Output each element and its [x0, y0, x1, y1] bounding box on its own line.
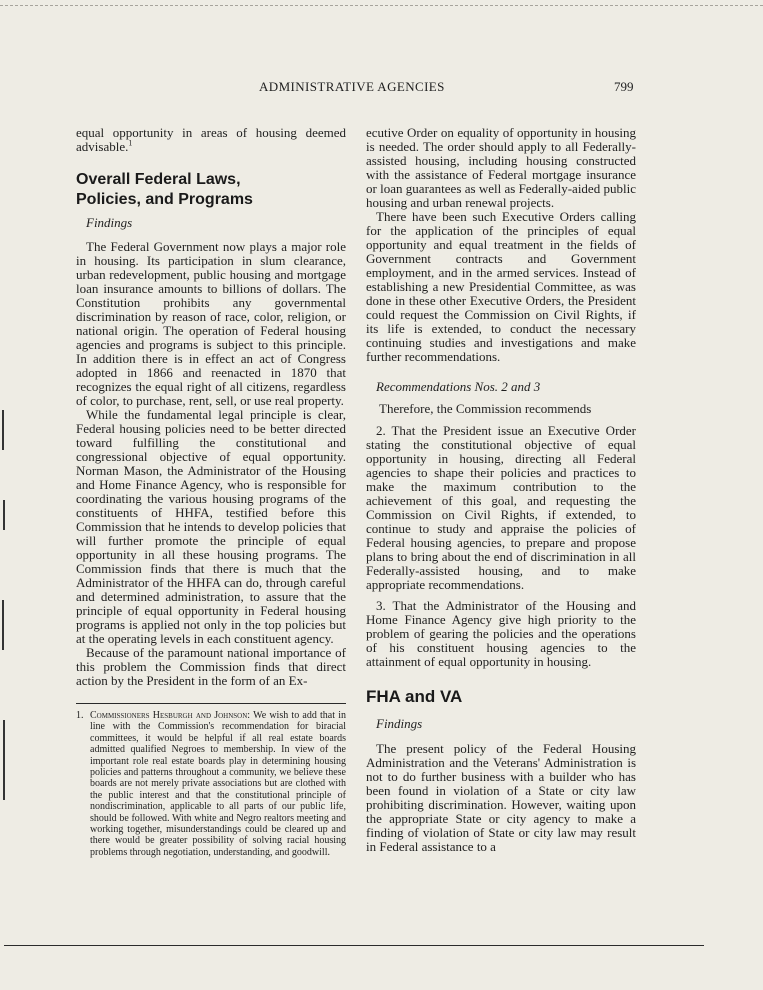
- body-paragraph: ecutive Order on equality of opportunity in housing is needed. The order should apply to all Federally-assisted housing, including housing constructed with the assistance of Federal mortgage insurance or loan guarantees as well as Federally-aided public housing and urban renewal projects.: [366, 125, 636, 210]
- scan-top-edge: [0, 5, 763, 6]
- body-paragraph: The Federal Government now plays a major role in housing. Its participation in slum clearance, urban redevelopment, public housing and mortgage loan insurance amounts to billions of dollars. The Constitution prohibits any governmental discrimination by reason of race, color, religion, or national origin. The operation of Federal housing agencies and programs is subject to this principle. In addition there is in effect an act of Congress adopted in 1866 and reenacted in 1870 that recognizes the equal right of all citizens, regardless of color, to purchase, rent, sell, or use real property.: [76, 239, 346, 408]
- footnote-divider: [76, 703, 346, 704]
- left-column: [76, 126, 346, 688]
- continuation-paragraph: [76, 126, 346, 154]
- findings-subheading: Findings: [86, 215, 133, 230]
- scan-margin-mark: [2, 410, 4, 450]
- body-paragraph: There have been such Executive Orders calling for the application of the principles of equal opportunity and equal treatment in the fields of Government contracts and Government employment, and in the armed services. Instead of establishing a new Presidential Committee, as was done in these other Executive Orders, the President could request the Commission on Civil Rights, if its life is extended, to conduct the necessary continuing studies and investigations and make further recommendations.: [366, 209, 636, 364]
- footnote-ref: 1: [128, 138, 133, 148]
- section-heading: [76, 170, 346, 210]
- body-paragraph: Because of the paramount national importance of this problem the Commission finds that direct action by the President in the form of an Ex-: [76, 645, 346, 688]
- scan-margin-mark: [2, 600, 4, 650]
- footnote-number: 1.: [76, 710, 84, 721]
- page-number: 799: [614, 79, 634, 94]
- footnote-authors: Commissioners Hesburgh and Johnson:: [90, 710, 251, 721]
- footnote-text: We wish to add that in line with the Commission's recommendation for biracial committees, it would be helpful if all real estate boards admitted qualified Negroes to membership. In view of the important role real estate boards play in determining housing policies and patterns throughout a community, we believe these boards are not merely private associations but are clothed with the public interest and that the constitutional principle of nondiscrimination, applicable to all parts of our public life, should be followed. With white and Negro realtors meeting and working together, misunderstandings could be cleared up and there would be greater possibility of solving racial housing problems through negotiation, understanding, and goodwill.: [90, 710, 346, 858]
- scan-margin-mark: [3, 720, 5, 800]
- running-header: ADMINISTRATIVE AGENCIES: [259, 79, 445, 94]
- recommendation-3: 3. That the Administrator of the Housing and Home Finance Agency give high priority to the problem of gearing the policies and the operations of his constituent housing agencies to the attainment of equal opportunity in housing.: [366, 598, 636, 669]
- body-paragraph: While the fundamental legal principle is clear, Federal housing policies need to be better directed toward fulfilling the constitutional and congressional objective of equal opportunity. Norman Mason, the Administrator of the Housing and Home Finance Agency, who is responsible for coordinating the various housing programs of the constituents of HHFA, testified before this Commission that he intends to develop policies that will further promote the principle of equal opportunity in all these housing programs. The Commission finds that there is much that the Administrator of the HHFA can do, through careful and determined administration, to assure that the principle of equal opportunity in Federal housing programs is applied not only in the top policies but at the operating levels in each constituent agency.: [76, 407, 346, 646]
- footnote: [76, 710, 346, 858]
- continuation-text: equal opportunity in areas of housing deemed advisable.: [76, 125, 346, 154]
- findings-subheading: Findings: [376, 716, 423, 731]
- scan-margin-mark: [3, 500, 5, 530]
- body-paragraph: The present policy of the Federal Housing Administration and the Veterans' Administration is not to do further business with a builder who has been found in violation of a State or city law prohibiting discrimination. However, waiting upon the appropriate State or city agency to make a finding of violation of State or city law may result in Federal assistance to a: [366, 741, 636, 854]
- scan-bottom-rule: [4, 945, 704, 946]
- section-heading: FHA and VA: [366, 687, 463, 706]
- footnote-body: [90, 710, 346, 858]
- section-heading-line: Overall Federal Laws,: [76, 171, 241, 188]
- recommendation-2: 2. That the President issue an Executive Order stating the constitutional objective of equal opportunity in housing, directing all Federal agencies to shape their policies and practices to make the maximum contribution to the achievement of this goal, and requesting the Commission on Civil Rights, if extended, to continue to study and appraise the policies of Federal housing agencies, to prepare and propose plans to bring about the end of discrimination in all Federally-assisted housing, and to make appropriate recommendations.: [366, 423, 636, 592]
- section-heading-line: Policies, and Programs: [76, 191, 253, 208]
- recommendations-intro: Therefore, the Commission recommends: [379, 401, 592, 416]
- recommendations-subheading: Recommendations Nos. 2 and 3: [376, 379, 541, 394]
- right-column: [366, 126, 636, 854]
